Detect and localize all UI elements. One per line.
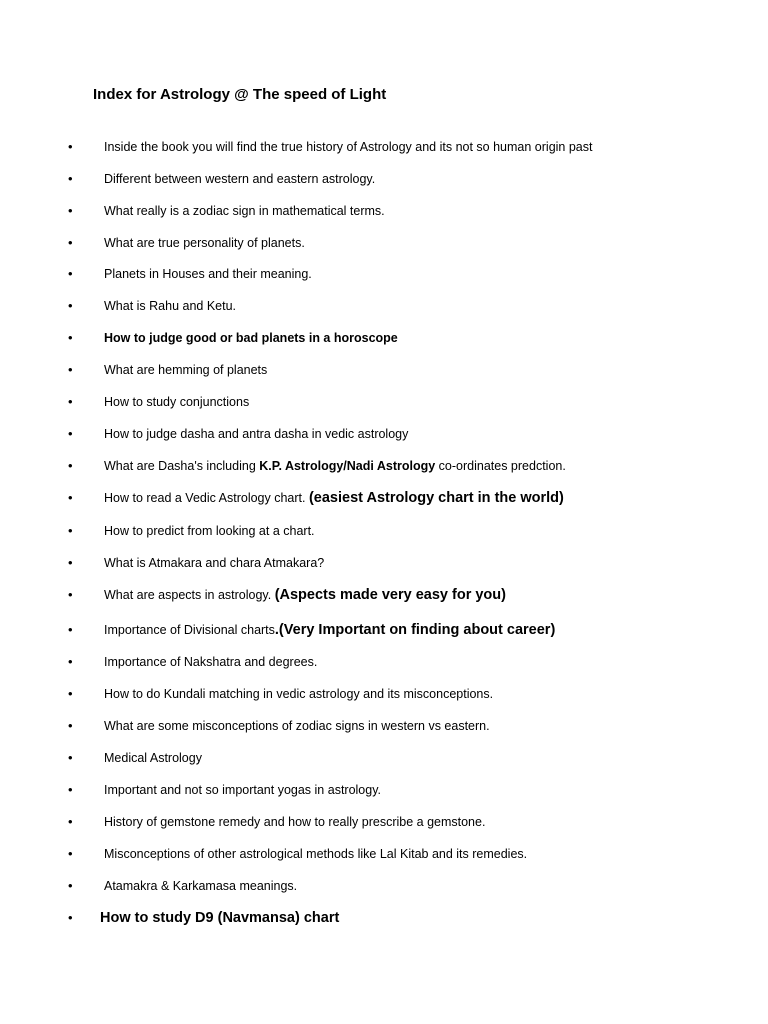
item-text: How to predict from looking at a chart.	[104, 524, 315, 538]
list-item	[0, 424, 768, 444]
list-item	[0, 780, 768, 800]
list-item	[0, 521, 768, 541]
list-item	[0, 684, 768, 704]
item-text	[104, 456, 566, 476]
item-text-bold: K.P. Astrology/Nadi Astrology	[259, 459, 436, 473]
bullet-icon: •	[68, 458, 73, 473]
bullet-icon: •	[68, 814, 73, 829]
document-title: Index for Astrology @ The speed of Light	[93, 86, 387, 103]
item-text: Importance of Nakshatra and degrees.	[104, 655, 318, 669]
item-text: What are true personality of planets.	[104, 236, 305, 250]
bullet-icon: •	[68, 139, 73, 154]
list-item	[0, 908, 768, 928]
list-item	[0, 716, 768, 736]
list-item	[0, 488, 768, 508]
list-item	[0, 620, 768, 640]
item-text: Different between western and eastern astrology.	[104, 172, 376, 186]
bullet-icon: •	[68, 171, 73, 186]
bullet-icon: •	[68, 235, 73, 250]
bullet-icon: •	[68, 298, 73, 313]
bullet-icon: •	[68, 750, 73, 765]
bullet-icon: •	[68, 718, 73, 733]
bullet-icon: •	[68, 622, 73, 637]
list-item	[0, 328, 768, 348]
bullet-icon: •	[68, 523, 73, 538]
list-item	[0, 456, 768, 476]
bullet-icon: •	[68, 654, 73, 669]
item-text: What is Rahu and Ketu.	[104, 299, 237, 313]
bullet-icon: •	[68, 490, 73, 505]
bullet-icon: •	[68, 910, 73, 925]
bullet-icon: •	[68, 555, 73, 570]
list-item	[0, 360, 768, 380]
item-text: What are hemming of planets	[104, 363, 268, 377]
item-text: What is Atmakara and chara Atmakara?	[104, 556, 325, 570]
bullet-icon: •	[68, 878, 73, 893]
list-item	[0, 844, 768, 864]
list-item	[0, 652, 768, 672]
bullet-icon: •	[68, 203, 73, 218]
list-item	[0, 748, 768, 768]
list-item	[0, 876, 768, 896]
item-text: Atamakra & Karkamasa meanings.	[104, 879, 298, 893]
item-text: Planets in Houses and their meaning.	[104, 267, 312, 281]
list-item	[0, 137, 768, 157]
bullet-icon: •	[68, 330, 73, 345]
list-item	[0, 169, 768, 189]
item-text-plain: How to read a Vedic Astrology chart.	[104, 491, 309, 505]
item-text-emphasis: (easiest Astrology chart in the world)	[308, 490, 564, 506]
item-text	[104, 620, 555, 640]
item-text: How to do Kundali matching in vedic astrology and its misconceptions.	[104, 687, 494, 701]
item-text-plain: Importance of Divisional charts	[104, 623, 275, 637]
item-text: What really is a zodiac sign in mathematical terms.	[104, 204, 385, 218]
bullet-icon: •	[68, 426, 73, 441]
item-text-plain: co-ordinates predction.	[435, 459, 566, 473]
item-text	[104, 488, 564, 508]
item-text-emphasis: .(Very Important on finding about career)	[274, 622, 556, 638]
bullet-icon: •	[68, 362, 73, 377]
bullet-icon: •	[68, 846, 73, 861]
list-item	[0, 812, 768, 832]
list-item	[0, 201, 768, 221]
list-item	[0, 585, 768, 605]
item-text	[104, 585, 506, 605]
item-text: Misconceptions of other astrological methods like Lal Kitab and its remedies.	[104, 847, 528, 861]
item-text: How to study conjunctions	[104, 395, 250, 409]
list-item	[0, 296, 768, 316]
list-item	[0, 392, 768, 412]
item-text: How to judge good or bad planets in a horoscope	[104, 331, 398, 345]
item-text: How to judge dasha and antra dasha in vedic astrology	[104, 427, 409, 441]
bullet-icon: •	[68, 394, 73, 409]
item-text-plain: What are Dasha's including	[104, 459, 260, 473]
item-text: Medical Astrology	[104, 751, 202, 765]
item-text-plain: What are aspects in astrology.	[104, 588, 275, 602]
item-text: History of gemstone remedy and how to really prescribe a gemstone.	[104, 815, 486, 829]
list-item	[0, 264, 768, 284]
bullet-icon: •	[68, 686, 73, 701]
item-text: What are some misconceptions of zodiac signs in western vs eastern.	[104, 719, 490, 733]
item-text-emphasis: (Aspects made very easy for you)	[274, 587, 506, 603]
item-text: Important and not so important yogas in astrology.	[104, 783, 382, 797]
list-item	[0, 553, 768, 573]
item-text: Inside the book you will find the true history of Astrology and its not so human origin past	[104, 140, 593, 154]
bullet-icon: •	[68, 266, 73, 281]
list-item	[0, 233, 768, 253]
bullet-icon: •	[68, 782, 73, 797]
item-text: How to study D9 (Navmansa) chart	[100, 910, 340, 926]
bullet-icon: •	[68, 587, 73, 602]
